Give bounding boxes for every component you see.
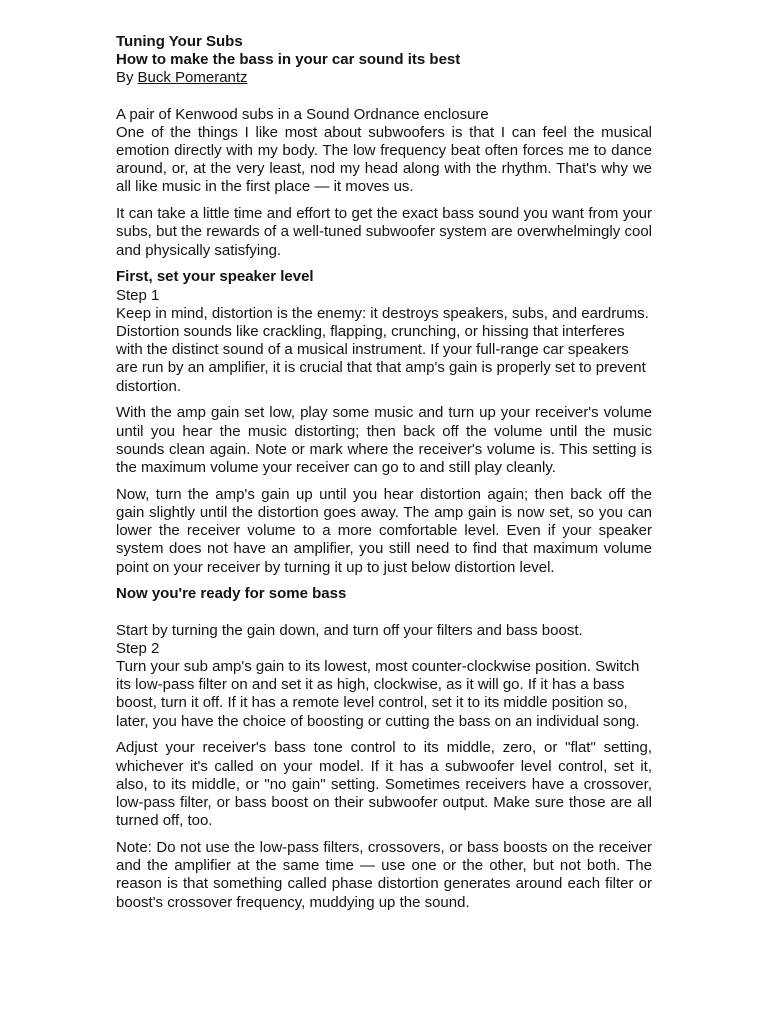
by-label: By <box>116 69 134 87</box>
document-page <box>116 33 652 920</box>
step-2-paragraph-2: Adjust your receiver's bass tone control to its middle, zero, or "flat" setting, whichever it's called on your model. If it has a subwoofer level control, set it, also, to its middle, or "no gain" setting. Sometimes receivers have a crossover, low-pass filter, or bass boost on their subwoofer output. Make sure those are all turned off, too. <box>116 739 652 830</box>
step-2-paragraph-1: Turn your sub amp's gain to its lowest, most counter-clockwise position. Switch its low-pass filter on and set it as high, clockwise, as it will go. If it has a bass boost, turn it off. If it has a remote level control, set it to its middle position so, later, you have the choice of boosting or cutting the bass on an individual song. <box>116 658 640 730</box>
step-1-paragraph-1: Keep in mind, distortion is the enemy: it destroys speakers, subs, and eardrums. Distortion sounds like crackling, flapping, crunching, or hissing that interferes with the distinct sound of a musical instrument. If your full-range car speakers are run by an amplifier, it is crucial that that amp's gain is properly set to prevent distortion. <box>116 304 649 395</box>
author-link[interactable]: Buck Pomerantz <box>137 69 248 87</box>
intro-paragraph-2: It can take a little time and effort to get the exact bass sound you want from your subs, but the rewards of a well-tuned subwoofer system are overwhelmingly cool and physically satisfying. <box>116 205 652 259</box>
article-title: Tuning Your Subs <box>116 33 243 50</box>
image-caption: A pair of Kenwood subs in a Sound Ordnance enclosure <box>116 105 489 123</box>
intro-paragraph-1: One of the things I like most about subwoofers is that I can feel the musical emotion directly with my body. The low frequency beat often forces me to dance around, or, at the very least, nod my head along with the rhythm. That's why we all like music in the first place — it moves us. <box>116 123 652 196</box>
section-heading-speaker-level: First, set your speaker level <box>116 268 314 286</box>
section-2-lead: Start by turning the gain down, and turn off your filters and bass boost. <box>116 621 583 639</box>
step-2-label: Step 2 <box>116 639 160 657</box>
step-1-paragraph-3: Now, turn the amp's gain up until you hear distortion again; then back off the gain slightly until the distortion goes away. The amp gain is now set, so you can lower the receiver volume to a more comfortable level. Even if your speaker system does not have an amplifier, you still need to find that maximum volume point on your receiver by turning it up to just below distortion level. <box>116 485 652 576</box>
byline <box>116 69 652 87</box>
article-subtitle: How to make the bass in your car sound its best <box>116 51 461 69</box>
step-1-label: Step 1 <box>116 286 160 304</box>
step-2-paragraph-3: Note: Do not use the low-pass filters, crossovers, or bass boosts on the receiver and the amplifier at the same time — use one or the other, but not both. The reason is that something called phase distortion generates around each filter or boost's crossover frequency, muddying up the sound. <box>116 839 652 911</box>
section-heading-bass: Now you're ready for some bass <box>116 585 347 603</box>
step-1-paragraph-2: With the amp gain set low, play some music and turn up your receiver's volume until you hear the music distorting; then back off the volume until the music sounds clean again. Note or mark where the receiver's volume is. This setting is the maximum volume your receiver can go to and still play cleanly. <box>116 404 652 477</box>
